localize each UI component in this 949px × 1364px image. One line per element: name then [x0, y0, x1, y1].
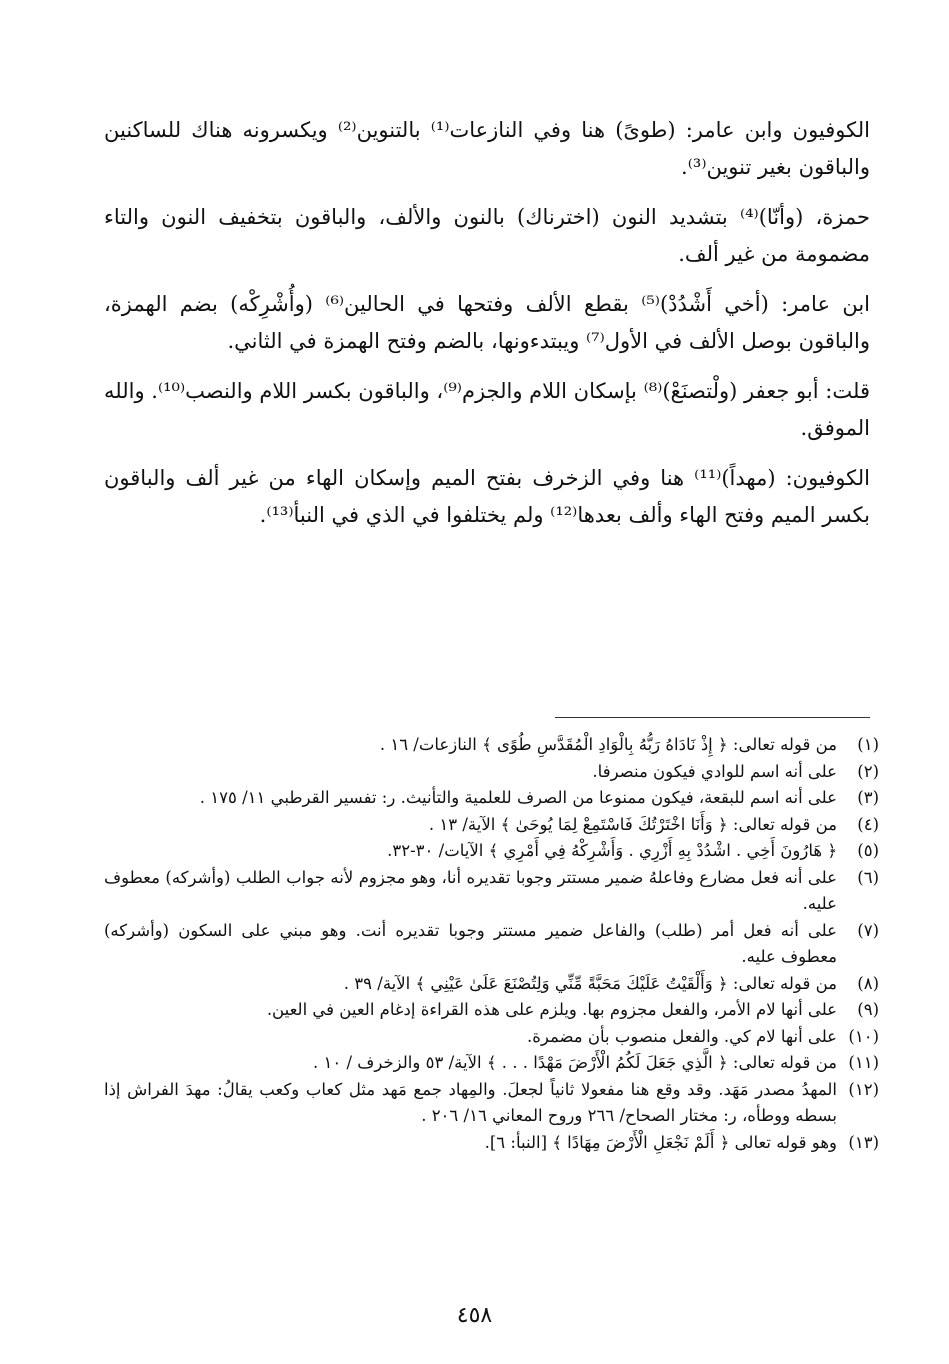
footnote-text: على أنها لام كي. والفعل منصوب بأن مضمرة. [526, 1026, 837, 1046]
footnote-number: (٥) [857, 841, 879, 860]
footnote-11 [104, 1050, 879, 1077]
page-number: ٤٥٨ [456, 1303, 493, 1328]
footnote-number: (١٣) [848, 1132, 879, 1152]
footnote-text: على أنها لام الأمر، والفعل مجزوم بها. ويلزم على هذه القراءة إدغام العين في العين. [266, 1000, 837, 1019]
paragraph-5: الكوفيون: (مهداً)⁽¹¹⁾ هنا وفي الزخرف بفتح الميم وإسكان الهاء من غير ألف والباقون بكسر الميم وفتح الهاء وألف بعدها⁽¹²⁾ ولم يختلفوا في الذي في النبأ⁽¹³⁾. [104, 466, 870, 527]
footnote-text: على أنه فعل مضارع وفاعلهُ ضمير مستتر وجوبا تقديره أنا، وهو مجزوم لأنه جواب الطلب (وأشركه) معطوف عليه. [104, 867, 837, 913]
footnote-number: (٣) [857, 788, 879, 807]
footnote-number: (٦) [857, 867, 879, 887]
footnote-9 [104, 997, 879, 1024]
paragraph-4: قلت: أبو جعفر (ولْتصنَعْ)⁽⁸⁾ بإسكان اللام والجزم⁽⁹⁾، والباقون بكسر اللام والنصب⁽¹⁰⁾. والله الموفق. [104, 379, 870, 440]
footnote-1 [104, 732, 879, 759]
footnote-text: ﴿ هَارُونَ أَخِي . اشْدُدْ بِهِ أَزْرِي . وَأَشْرِكْهُ فِي أَمْرِي ﴾ الآيات/ ٣٠-٣٢. [387, 841, 837, 860]
footnote-text: على أنه اسم للبقعة، فيكون ممنوعا من الصرف للعلمية والتأنيث. ر: تفسير القرطبي ١١/ ١٧٥ . [199, 788, 837, 807]
footnote-5 [104, 838, 879, 865]
footnote-4 [104, 812, 879, 839]
footnote-separator [555, 717, 870, 718]
paragraph-3: ابن عامر: (أخي أَشْدُدْ)⁽⁵⁾ بقطع الألف وفتحها في الحالين⁽⁶⁾ (وأُشْرِكْه) بضم الهمزة، والباقون بوصل الألف في الأول⁽⁷⁾ ويبتدءونها، بالضم وفتح الهمزة في الثاني. [104, 292, 870, 353]
footnotes [104, 732, 879, 1156]
paragraph-2: حمزة، (وأنّا)⁽⁴⁾ بتشديد النون (اخترناك) بالنون والألف، والباقون بتخفيف النون والتاء مضمومة من غير ألف. [104, 205, 870, 266]
footnote-number: (٨) [857, 973, 879, 993]
footnote-number: (١) [857, 735, 879, 754]
footnote-3 [104, 785, 879, 812]
footnote-number: (١١) [848, 1053, 879, 1072]
footnote-2 [104, 759, 879, 786]
footnote-12 [104, 1077, 879, 1130]
footnote-number: (١٢) [848, 1079, 879, 1099]
footnote-text: من قوله تعالى: ﴿ إِذْ نَادَاهُ رَبُّهُ بِالْوَادِ الْمُقَدَّسِ طُوًى ﴾ النازعات/ ١٦ . [379, 735, 837, 754]
footnote-text: المهدُ مصدر مَهَد. وقد وقع هنا مفعولا ثانياً لجعلَ. والمِهاد جمع مَهد مثل كعاب وكعب يقالُ: مهدَ الفراش إذا بسطه ووطأه، ر: مختار الصحاح/ ٢٦٦ وروح المعاني ١٦/ ٢٠٦ . [104, 1079, 837, 1125]
footnote-13 [104, 1130, 879, 1157]
footnote-6 [104, 865, 879, 918]
footnote-text: على أنه اسم للوادي فيكون منصرفا. [592, 761, 837, 781]
footnote-text: من قوله تعالى: ﴿ وَأَنَا اخْتَرْتُكَ فَاسْتَمِعْ لِمَا يُوحَىٰ ﴾ الآية/ ١٣ . [428, 814, 837, 834]
footnote-7 [104, 918, 879, 971]
footnote-text: من قوله تعالى: ﴿ وَأَلْقَيْتُ عَلَيْكَ مَحَبَّةً مِّنِّي وَلِتُصْنَعَ عَلَىٰ عَيْنِي ﴾ الآية/ ٣٩ . [343, 973, 837, 993]
footnote-text: على أنه فعل أمر (طلب) والفاعل ضمير مستتر وجوبا تقديره أنت. وهو مبني على السكون (وأشركه) معطوف عليه. [104, 920, 837, 966]
main-text [104, 112, 870, 547]
footnote-number: (٢) [857, 761, 879, 781]
footnote-number: (١٠) [848, 1026, 879, 1046]
footnote-8 [104, 971, 879, 998]
footnote-text: من قوله تعالى: ﴿ الَّذِي جَعَلَ لَكُمُ الْأَرْضَ مَهْدًا . . . ﴾ الآية/ ٥٣ والزخرف / ١٠ . [312, 1053, 837, 1072]
footnote-number: (٧) [857, 920, 879, 940]
footnote-number: (٤) [857, 814, 879, 834]
footnote-10 [104, 1024, 879, 1051]
footnote-text: وهو قوله تعالى ﴿ أَلَمْ نَجْعَلِ الْأَرْضَ مِهَادًا ﴾ [النبأ: ٦]. [484, 1132, 837, 1152]
paragraph-1: الكوفيون وابن عامر: (طوىً) هنا وفي النازعات⁽¹⁾ بالتنوين⁽²⁾ ويكسرونه هناك للساكنين والباقون بغير تنوين⁽³⁾. [104, 118, 870, 179]
footnote-number: (٩) [857, 1000, 879, 1019]
